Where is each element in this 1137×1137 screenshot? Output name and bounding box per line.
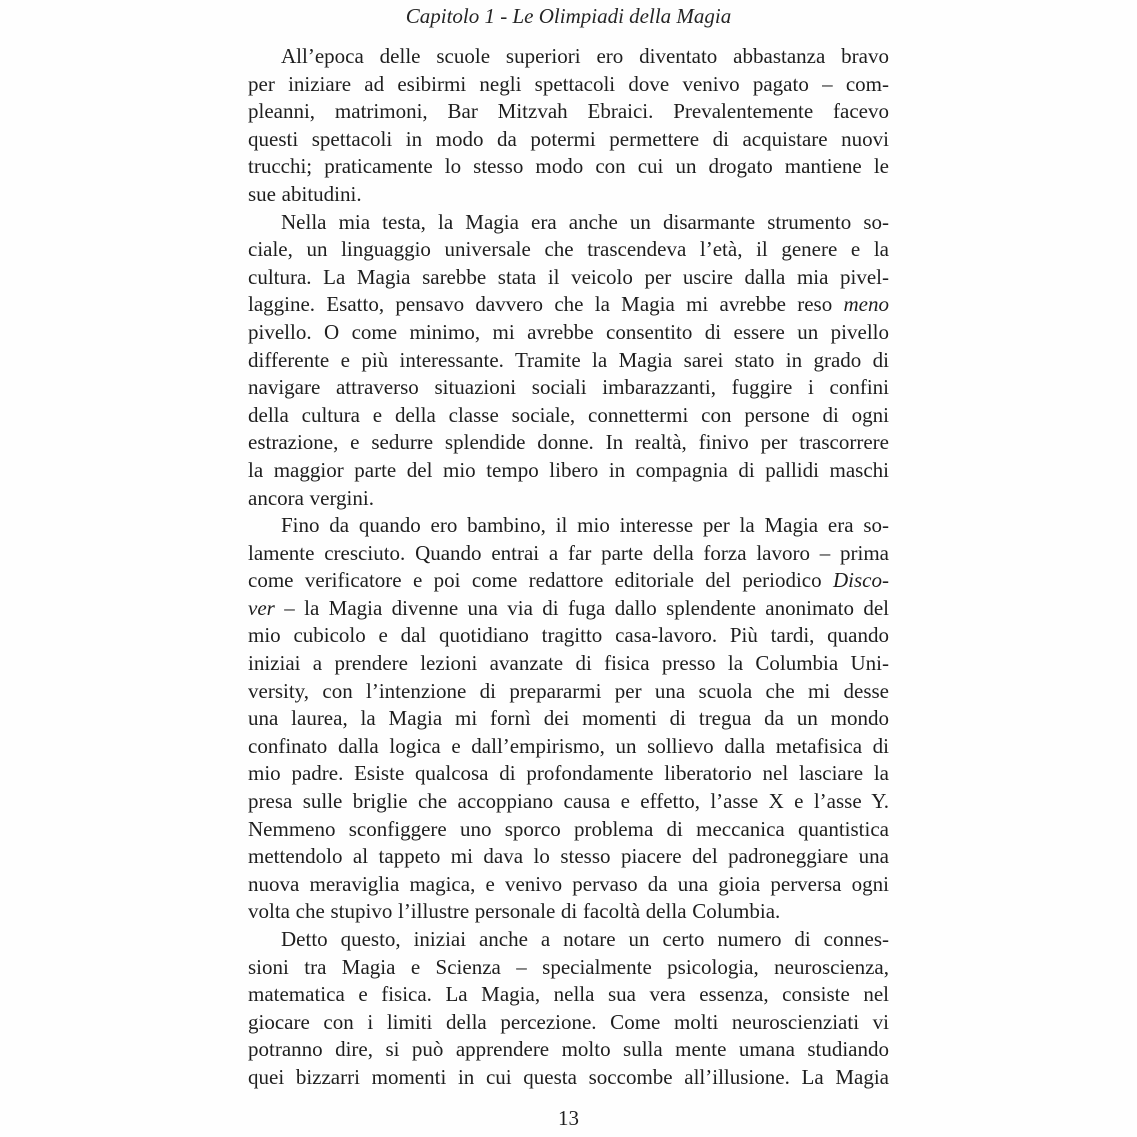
- text-span: All’epoca delle scuole superiori ero diventato abbastanza bravo: [281, 44, 889, 68]
- paragraph-line: [248, 512, 889, 540]
- text-span: – la Magia divenne una via di fuga dallo splendente anonimato del: [274, 595, 889, 620]
- paragraph-line: [248, 264, 889, 292]
- text-span: matematica e fisica. La Magia, nella sua vera essenza, consiste nel: [248, 982, 889, 1007]
- paragraph-line: [248, 622, 889, 650]
- text-span: ciale, un linguaggio universale che trascendeva l’età, il genere e la: [248, 237, 889, 262]
- paragraph-line: [248, 981, 889, 1009]
- italic-text-span: Disco-: [833, 568, 889, 593]
- text-span: sioni tra Magia e Scienza – specialmente psicologia, neuroscienza,: [248, 954, 889, 979]
- paragraph-line: [248, 319, 889, 347]
- paragraph-line: [248, 374, 889, 402]
- text-block: [248, 43, 889, 1092]
- paragraph-line: [248, 678, 889, 706]
- text-span: sue abitudini.: [248, 181, 362, 206]
- text-span: Nemmeno sconfiggere uno sporco problema di meccanica quantistica: [248, 816, 889, 841]
- paragraph-line: [248, 236, 889, 264]
- text-span: laggine. Esatto, pensavo davvero che la Magia mi avrebbe reso: [248, 292, 844, 317]
- paragraph-line: [248, 705, 889, 733]
- text-span: una laurea, la Magia mi fornì dei momenti di tregua da un mondo: [248, 706, 889, 731]
- paragraph-line: [248, 71, 889, 99]
- paragraph-line: [248, 126, 889, 154]
- paragraph-line: [248, 843, 889, 871]
- paragraph-line: [248, 485, 889, 513]
- paragraph-line: [248, 540, 889, 568]
- paragraph: [248, 512, 889, 926]
- text-span: la maggior parte del mio tempo libero in compagnia di pallidi maschi: [248, 457, 889, 482]
- text-span: come verificatore e poi come redattore editoriale del periodico: [248, 568, 833, 593]
- text-span: ancora vergini.: [248, 485, 374, 510]
- text-span: differente e più interessante. Tramite la Magia sarei stato in grado di: [248, 347, 889, 372]
- paragraph-line: [248, 457, 889, 485]
- paragraph-line: [248, 209, 889, 237]
- paragraph-line: [248, 43, 889, 71]
- text-span: iniziai a prendere lezioni avanzate di fisica presso la Columbia Uni-: [248, 651, 889, 676]
- paragraph-line: [248, 347, 889, 375]
- italic-text-span: ver: [248, 595, 275, 620]
- paragraph-line: [248, 181, 889, 209]
- text-span: mio cubicolo e dal quotidiano tragitto casa-lavoro. Più tardi, quando: [248, 623, 889, 648]
- text-span: presa sulle briglie che accoppiano causa e effetto, l’asse X e l’asse Y.: [248, 789, 889, 814]
- text-span: trucchi; praticamente lo stesso modo con cui un drogato mantiene le: [248, 154, 889, 179]
- text-span: quei bizzarri momenti in cui questa soccombe all’illusione. La Magia: [248, 1064, 889, 1089]
- text-span: versity, con l’intenzione di prepararmi per una scuola che mi desse: [248, 678, 889, 703]
- text-span: giocare con i limiti della percezione. Come molti neuroscienziati vi: [248, 1009, 889, 1034]
- page-number: 13: [558, 1105, 579, 1130]
- paragraph-line: [248, 291, 889, 319]
- paragraph-line: [248, 760, 889, 788]
- paragraph-line: [248, 898, 889, 926]
- paragraph: [248, 926, 889, 1092]
- text-span: per iniziare ad esibirmi negli spettacoli dove venivo pagato – com-: [248, 71, 889, 96]
- paragraph-line: [248, 871, 889, 899]
- text-span: confinato dalla logica e dall’empirismo, un sollievo dalla metafisica di: [248, 733, 889, 758]
- text-span: navigare attraverso situazioni sociali imbarazzanti, fuggire i confini: [248, 375, 889, 400]
- paragraph-line: [248, 650, 889, 678]
- paragraph-line: [248, 402, 889, 430]
- running-header: Capitolo 1 - Le Olimpiadi della Magia: [405, 4, 732, 28]
- text-span: pivello. O come minimo, mi avrebbe consentito di essere un pivello: [248, 319, 889, 344]
- text-span: volta che stupivo l’illustre personale di facoltà della Columbia.: [248, 899, 781, 924]
- text-span: nuova meraviglia magica, e venivo pervaso da una gioia perversa ogni: [248, 871, 889, 896]
- text-span: mio padre. Esiste qualcosa di profondamente liberatorio nel lasciare la: [248, 761, 889, 786]
- paragraph-line: [248, 429, 889, 457]
- paragraph-line: [248, 1009, 889, 1037]
- paragraph-line: [248, 1064, 889, 1092]
- paragraph-line: [248, 788, 889, 816]
- paragraph-line: [248, 567, 889, 595]
- text-span: questi spettacoli in modo da potermi permettere di acquistare nuovi: [248, 126, 889, 151]
- text-span: cultura. La Magia sarebbe stata il veicolo per uscire dalla mia pivel-: [248, 264, 889, 289]
- paragraph-line: [248, 733, 889, 761]
- text-span: lamente cresciuto. Quando entrai a far parte della forza lavoro – prima: [248, 540, 889, 565]
- paragraph-line: [248, 816, 889, 844]
- paragraph-line: [248, 98, 889, 126]
- paragraph-line: [248, 595, 889, 623]
- paragraph-line: [248, 954, 889, 982]
- text-span: Fino da quando ero bambino, il mio interesse per la Magia era so-: [281, 513, 889, 538]
- text-span: della cultura e della classe sociale, connettermi con persone di ogni: [248, 402, 889, 427]
- italic-text-span: meno: [843, 292, 889, 317]
- text-span: mettendolo al tappeto mi dava lo stesso piacere del padroneggiare una: [248, 844, 889, 869]
- text-span: estrazione, e sedurre splendide donne. In realtà, finivo per trascorrere: [248, 430, 889, 455]
- paragraph-line: [248, 1036, 889, 1064]
- paragraph: [248, 43, 889, 209]
- text-column: [248, 3, 889, 1131]
- paragraph-line: [248, 926, 889, 954]
- paragraph: [248, 209, 889, 513]
- text-span: Nella mia testa, la Magia era anche un disarmante strumento so-: [281, 209, 889, 234]
- text-span: Detto questo, iniziai anche a notare un certo numero di connes-: [281, 927, 889, 951]
- text-span: potranno dire, si può apprendere molto sulla mente umana studiando: [248, 1037, 889, 1062]
- paragraph-line: [248, 153, 889, 181]
- text-span: pleanni, matrimoni, Bar Mitzvah Ebraici. Prevalentemente facevo: [248, 99, 889, 124]
